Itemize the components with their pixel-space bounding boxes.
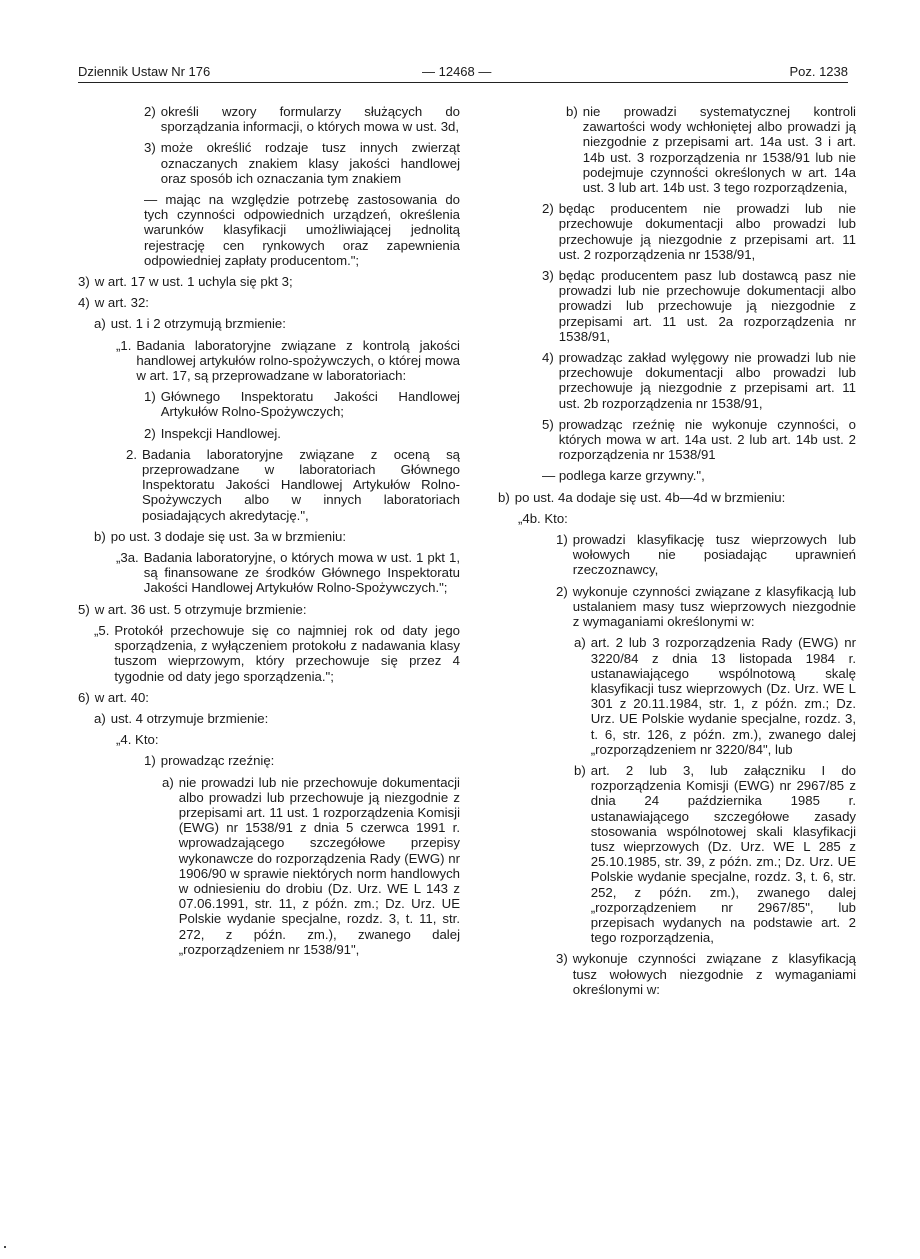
paragraph: — mając na względzie potrzebę zastosowania do tych czynności odpowiednich urządzeń, określenia warunków klasyfikacji umożliwiającej jednolitą rejestrację cen rynkowych oraz zapewnienia odpowiedniej zapłaty producentom."; — [144, 192, 460, 268]
item-text: Badania laboratoryjne, o których mowa w ust. 1 pkt 1, są finansowane ze środków Głównego Inspektoratu Jakości Handlowej Artykułów Rolno-Spożywczych."; — [143, 550, 460, 596]
item-text: ust. 4 otrzymuje brzmienie: — [110, 710, 269, 726]
list-item — [94, 623, 460, 684]
list-item — [144, 140, 460, 186]
item-number: 3) — [542, 268, 554, 284]
item-text: określi wzory formularzy służących do sporządzania informacji, o których mowa w ust. 3d, — [160, 104, 460, 135]
list-item — [78, 690, 460, 705]
list-item — [556, 951, 856, 997]
list-item — [78, 602, 460, 617]
list-item — [556, 584, 856, 630]
item-text: wykonuje czynności związane z klasyfikacją lub ustalaniem masy tusz wieprzowych niezgodnie z wymaganiami określonymi w: — [572, 583, 856, 630]
list-item — [144, 104, 460, 134]
list-item — [542, 268, 856, 344]
list-item — [144, 753, 460, 768]
item-number: 2) — [556, 583, 568, 599]
item-text: po ust. 4a dodaje się ust. 4b—4d w brzmieniu: — [514, 489, 786, 505]
item-number: 3) — [78, 274, 90, 290]
item-number: „3a. — [116, 550, 139, 566]
item-text: po ust. 3 dodaje się ust. 3a w brzmieniu: — [110, 528, 347, 544]
item-text: w art. 36 ust. 5 otrzymuje brzmienie: — [94, 601, 307, 617]
list-item — [542, 350, 856, 411]
item-number: 3) — [556, 951, 568, 967]
item-number: b) — [94, 528, 106, 544]
item-text: Głównego Inspektoratu Jakości Handlowej Artykułów Rolno-Spożywczych; — [160, 389, 460, 420]
list-item — [78, 274, 460, 289]
paragraph: — podlega karze grzywny.", — [542, 468, 705, 484]
position-number: Poz. 1238 — [789, 64, 848, 79]
item-text: w art. 40: — [94, 689, 149, 705]
item-number: b) — [498, 489, 510, 505]
item-text: Inspekcji Handlowej. — [160, 425, 281, 441]
list-item — [542, 201, 856, 262]
item-text: ust. 1 i 2 otrzymują brzmienie: — [110, 316, 286, 332]
item-number: 5) — [542, 416, 554, 432]
item-number: 4) — [542, 350, 554, 366]
item-text: prowadząc rzeźnię nie wykonuje czynności, o których mowa w art. 14a ust. 2 lub art. 14b ust. 2 rozporządzenia nr 1538/91 — [558, 416, 856, 463]
item-text: art. 2 lub 3, lub załączniku I do rozporządzenia Komisji (EWG) nr 2967/85 z dnia 24 października 1985 r. ustanawiającego szczegółowe zasady stosowania wspólnotowej skali klasyfikacji tusz wieprzowych (Dz. Urz. WE L 285 z 25.10.1985, str. 39, z późn. zm.; Dz. Urz. UE Polskie wydanie specjalne, rozdz. 3, t. 6, str. 252, z późn. zm.), zwanego dalej „rozporządzeniem nr 2967/85", lub przepisach wydanych na podstawie art. 2 tego rozporządzenia, — [590, 762, 856, 946]
item-number: 1) — [144, 753, 156, 769]
list-item — [542, 417, 856, 463]
item-text: art. 2 lub 3 rozporządzenia Rady (EWG) nr 3220/84 z dnia 13 listopada 1984 r. ustanawiającego wspólnotową skalę klasyfikacji tusz wieprzowych (Dz. Urz. WE L 301 z 20.11.1984, str. 1, z późn. zm.; Dz. Urz. UE Polskie wydanie specjalne, rozdz. 3, t. 6, str. 126, z późn. zm.), zwanego dalej „rozporządzeniem nr 3220/84", lub — [590, 635, 856, 757]
page-number: — 12468 — — [422, 64, 492, 79]
item-number: 2) — [542, 201, 554, 217]
paragraph: „4. Kto: — [116, 732, 159, 748]
item-text: w art. 17 w ust. 1 uchyla się pkt 3; — [94, 274, 293, 290]
list-item — [162, 775, 460, 957]
item-text: wykonuje czynności związane z klasyfikacją tusz wołowych niezgodnie z wymaganiami określonymi w: — [572, 951, 856, 997]
item-number: 4) — [78, 295, 90, 311]
item-text: będąc producentem nie prowadzi lub nie przechowuje dokumentacji albo prowadzi lub przechowuje ją niezgodnie z przepisami art. 11 ust. 2 rozporządzenia nr 1538/91, — [558, 201, 856, 262]
item-number: a) — [162, 774, 174, 790]
right-column — [498, 104, 856, 1003]
list-item — [94, 711, 460, 726]
list-item — [574, 763, 856, 945]
list-item — [94, 316, 460, 331]
item-number: 2) — [144, 425, 156, 441]
item-number: 2) — [144, 104, 156, 119]
list-item — [126, 447, 460, 523]
list-item — [116, 550, 460, 596]
scan-speck — [4, 1246, 6, 1248]
list-item — [94, 529, 460, 544]
item-number: a) — [574, 635, 586, 651]
list-item — [556, 532, 856, 578]
item-number: b) — [566, 104, 578, 119]
paragraph: „4b. Kto: — [518, 510, 568, 526]
item-number: b) — [574, 762, 586, 778]
list-item — [144, 389, 460, 419]
item-text: prowadząc zakład wylęgowy nie prowadzi lub nie przechowuje dokumentacji albo prowadzi lub przechowuje ją niezgodnie z przepisami art. 11 ust. 2b rozporządzenia nr 1538/91, — [558, 350, 856, 411]
list-item — [116, 338, 460, 384]
list-item — [144, 426, 460, 441]
item-number: 6) — [78, 689, 90, 705]
item-number: „1. — [116, 337, 132, 353]
page-header — [78, 60, 848, 83]
list-item — [78, 295, 460, 310]
item-number: 1) — [556, 532, 568, 548]
item-number: „5. — [94, 622, 110, 638]
item-text: prowadząc rzeźnię: — [160, 753, 275, 769]
item-number: a) — [94, 710, 106, 726]
item-text: będąc producentem pasz lub dostawcą pasz nie prowadzi lub nie przechowuje dokumentacji albo prowadzi lub przechowuje ją niezgodnie z przepisami art. 11 ust. 2a rozporządzenia nr 1538/91, — [558, 268, 856, 344]
item-text: prowadzi klasyfikację tusz wieprzowych lub wołowych nie posiadając uprawnień rzeczoznawcy, — [572, 532, 856, 578]
item-number: 3) — [144, 140, 156, 156]
item-number: 2. — [126, 446, 137, 462]
item-number: 5) — [78, 601, 90, 617]
item-text: może określić rodzaje tusz innych zwierząt oznaczanych znakiem klasy jakości handlowej oraz sposób ich oznaczania tym znakiem — [160, 140, 460, 186]
list-item — [498, 490, 856, 505]
item-text: Badania laboratoryjne związane z kontrolą jakości handlowej artykułów rolno-spożywczych, o której mowa w art. 17, są przeprowadzane w laboratoriach: — [136, 337, 460, 384]
list-item — [566, 104, 856, 195]
left-column — [78, 104, 460, 963]
list-item — [574, 635, 856, 757]
item-text: Badania laboratoryjne związane z oceną są przeprowadzane w laboratoriach Głównego Inspektoratu Jakości Handlowej Artykułów Rolno-Spożywczych albo w innych laboratoriach posiadających akredytację.", — [142, 446, 460, 523]
item-text: nie prowadzi systematycznej kontroli zawartości wody wchłoniętej albo prowadzi ją niezgodnie z przepisami art. 14a ust. 3 i art. 14b ust. 3 rozporządzenia nr 1538/91 lub nie podejmuje czynności określonych w art. 14a ust. 3 lub art. 14b ust. 3 tego rozporządzenia, — [582, 104, 856, 196]
item-text: nie prowadzi lub nie przechowuje dokumentacji albo prowadzi lub przechowuje ją niezgodnie z przepisami art. 11 ust. 1 rozporządzenia Komisji (EWG) nr 1538/91 z dnia 5 czerwca 1991 r. wprowadzającego szczegółowe przepisy wykonawcze do rozporządzenia Rady (EWG) nr 1906/90 w sprawie niektórych norm handlowych w odniesieniu do drobiu (Dz. Urz. WE L 143 z 07.06.1991, str. 11, z późn. zm.; Dz. Urz. UE Polskie wydanie specjalne, rozdz. 3, t. 11, str. 272, z późn. zm.), zwanego dalej „rozporządzeniem nr 1538/91", — [178, 774, 460, 957]
journal-title: Dziennik Ustaw Nr 176 — [78, 64, 211, 79]
item-text: Protokół przechowuje się co najmniej rok od daty jego sporządzenia, z wyłączeniem protokołu z nadawania klasy tuszom wieprzowym, który przechowuje się przez 4 tygodnie od daty jego sporządzenia."; — [114, 622, 460, 684]
item-text: w art. 32: — [94, 295, 149, 311]
item-number: 1) — [144, 389, 156, 405]
item-number: a) — [94, 316, 106, 332]
